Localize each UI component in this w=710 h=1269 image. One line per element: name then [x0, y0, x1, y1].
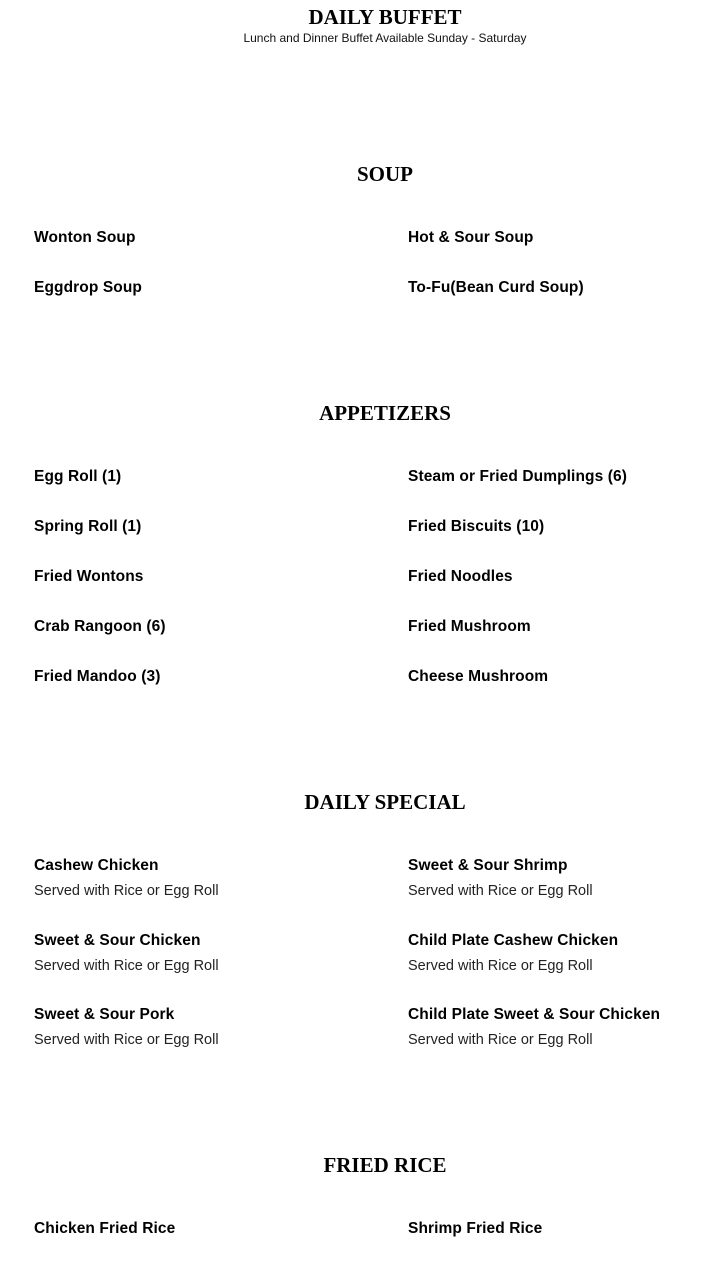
section-title-appetizers: APPETIZERS — [319, 401, 451, 425]
menu-item — [408, 278, 694, 328]
menu-item-description: Served with Rice or Egg Roll — [408, 1032, 593, 1048]
section-title-fried-rice: FRIED RICE — [323, 1153, 447, 1177]
menu-item-name: Eggdrop Soup — [34, 279, 142, 296]
menu-item-name: Fried Noodles — [408, 568, 513, 585]
menu-item — [408, 617, 694, 667]
menu-item-name: Hot & Sour Soup — [408, 229, 534, 246]
menu-item-description: Served with Rice or Egg Roll — [34, 883, 219, 899]
menu-item-name: Cheese Mushroom — [408, 668, 549, 685]
menu-item — [408, 228, 694, 278]
daily-special-items — [34, 856, 694, 1080]
menu-item — [34, 931, 408, 1006]
fried-rice-items — [34, 1219, 694, 1269]
menu-item-name: Crab Rangoon (6) — [34, 618, 166, 635]
menu-item — [34, 1005, 408, 1080]
menu-item-name: Sweet & Sour Pork — [34, 1006, 175, 1023]
menu-item — [408, 517, 694, 567]
menu-item-description: Served with Rice or Egg Roll — [408, 883, 593, 899]
menu-item-name: Spring Roll (1) — [34, 518, 142, 535]
menu-item-name: Steam or Fried Dumplings (6) — [408, 468, 627, 485]
menu-item-name: Egg Roll (1) — [34, 468, 122, 485]
menu-item — [34, 667, 408, 717]
menu-item-name: Fried Wontons — [34, 568, 144, 585]
menu-item-name: Fried Mandoo (3) — [34, 668, 161, 685]
soup-items — [34, 228, 694, 328]
menu-item-name: Wonton Soup — [34, 229, 136, 246]
menu-item — [34, 467, 408, 517]
section-title-daily-special: DAILY SPECIAL — [304, 790, 466, 814]
menu-item-description: Served with Rice or Egg Roll — [34, 957, 219, 974]
appetizer-items — [34, 467, 694, 717]
menu-item-name: Cashew Chicken — [34, 857, 159, 874]
menu-item — [34, 567, 408, 617]
menu-item-name: Child Plate Sweet & Sour Chicken — [408, 1006, 661, 1023]
menu-item-name: Sweet & Sour Chicken — [34, 931, 201, 949]
menu-item — [34, 278, 408, 328]
menu-item — [408, 667, 694, 717]
page-title: DAILY BUFFET — [308, 5, 462, 29]
menu-header — [0, 4, 710, 45]
menu-item-name: Chicken Fried Rice — [34, 1220, 176, 1237]
menu-item-description: Served with Rice or Egg Roll — [408, 957, 593, 974]
menu-item — [408, 567, 694, 617]
menu-item — [34, 617, 408, 667]
menu-item-name: Fried Mushroom — [408, 618, 531, 635]
menu-item — [34, 517, 408, 567]
menu-item — [34, 856, 408, 931]
menu-item-description: Served with Rice or Egg Roll — [34, 1032, 219, 1048]
menu-item-name: Child Plate Cashew Chicken — [408, 931, 619, 949]
menu-item — [408, 1219, 694, 1269]
menu-item-name: To-Fu(Bean Curd Soup) — [408, 279, 584, 296]
menu-item-name: Shrimp Fried Rice — [408, 1220, 543, 1237]
page-subtitle: Lunch and Dinner Buffet Available Sunday - Saturday — [243, 31, 527, 45]
menu-item — [408, 1005, 694, 1080]
menu-item — [408, 467, 694, 517]
menu-item — [408, 931, 694, 1006]
menu-item — [34, 228, 408, 278]
section-title-soup: SOUP — [356, 162, 413, 186]
menu-item-name: Sweet & Sour Shrimp — [408, 857, 568, 874]
menu-item-name: Fried Biscuits (10) — [408, 518, 545, 535]
menu-item — [408, 856, 694, 931]
menu-item — [34, 1219, 408, 1269]
